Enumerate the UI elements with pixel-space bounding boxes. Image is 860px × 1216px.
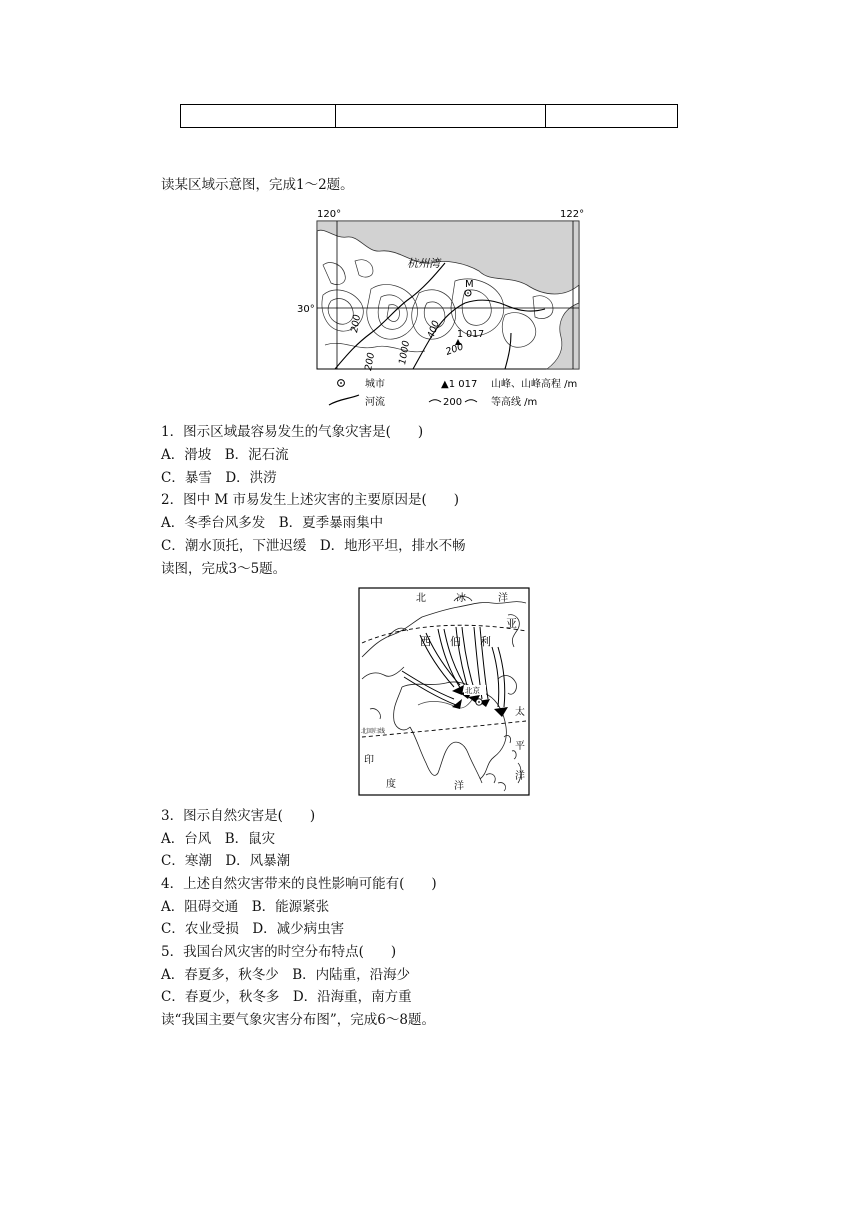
lon-label-left: 120° xyxy=(317,209,342,220)
legend-contour-label: 等高线 /m xyxy=(491,397,538,407)
contour-label-200-low: 200 xyxy=(363,351,378,372)
intro-text-2: 读图，完成3～5题。 xyxy=(161,561,287,577)
lon-label-right: 122° xyxy=(560,209,585,220)
question-5-stem: 5．我国台风灾害的时空分布特点( ) xyxy=(161,944,397,960)
map-frame xyxy=(359,588,529,795)
legend-contour-value: 200 xyxy=(443,397,463,407)
question-3-options-cd: C．寒潮 D．风暴潮 xyxy=(161,853,291,869)
city-m-dot xyxy=(467,292,469,294)
header-table xyxy=(180,104,678,128)
ocean-label-yang-indian: 洋 xyxy=(454,781,464,792)
cold-wave-map xyxy=(358,587,530,797)
region-label-bo: 伯 xyxy=(450,635,461,648)
question-1-options-ab: A．滑坡 B．泥石流 xyxy=(161,447,289,463)
bay-label: 杭州湾 xyxy=(407,257,440,270)
intro-text-1: 读某区域示意图，完成1～2题。 xyxy=(161,177,354,193)
table-cell xyxy=(546,105,678,128)
tropic-label: 北回归线 xyxy=(361,728,386,735)
question-4-options-ab: A．阻碍交通 B．能源紧张 xyxy=(161,899,330,915)
ocean-label-yin: 印 xyxy=(364,755,374,766)
contour-label-1000: 1000 xyxy=(397,339,413,366)
contour-label-400: 400 xyxy=(425,319,443,341)
question-4-stem: 4．上述自然灾害带来的良性影响可能有( ) xyxy=(161,876,437,892)
question-1-options-cd: C．暴雪 D．洪涝 xyxy=(161,470,277,486)
question-3-options-ab: A．台风 B．鼠灾 xyxy=(161,831,276,847)
legend-contour-icon-right xyxy=(465,400,477,402)
contour-label-200-left: 200 xyxy=(349,313,364,334)
ocean-label-ping: 平 xyxy=(515,741,525,752)
peak-label: 1 017 xyxy=(457,329,485,340)
table-cell xyxy=(336,105,546,128)
hangzhou-bay-map xyxy=(295,205,595,407)
beijing-label: 北京 xyxy=(465,686,480,695)
ocean-label-du: 度 xyxy=(386,779,396,790)
region-label-ya: 亚 xyxy=(506,617,517,630)
legend-river-icon xyxy=(329,395,359,405)
legend-peak-label: 山峰、山峰高程 /m xyxy=(491,379,578,390)
legend-river-label: 河流 xyxy=(365,397,385,407)
question-5-options-cd: C．春夏少，秋冬多 D．沿海重，南方重 xyxy=(161,989,412,1005)
question-2-options-cd: C．潮水顶托，下泄迟缓 D．地形平坦，排水不畅 xyxy=(161,538,466,554)
question-1-stem: 1．图示区域最容易发生的气象灾害是( ) xyxy=(161,424,424,440)
table-cell xyxy=(181,105,336,128)
region-label-xi: 西 xyxy=(420,635,431,648)
question-2-stem: 2．图中 M 市易发生上述灾害的主要原因是( ) xyxy=(161,492,460,508)
legend-city-label: 城市 xyxy=(365,379,385,390)
ocean-label-bing: 冰 xyxy=(456,593,466,604)
question-2-options-ab: A．冬季台风多发 B．夏季暴雨集中 xyxy=(161,515,384,531)
lat-label: 30° xyxy=(297,304,315,315)
ocean-label-yang-pacific: 洋 xyxy=(515,771,525,782)
ocean-label-tai: 太 xyxy=(515,707,525,718)
ocean-label-yang: 洋 xyxy=(498,593,508,604)
intro-text-3: 读“我国主要气象灾害分布图”，完成6～8题。 xyxy=(161,1012,435,1028)
legend-peak-value: ▲1 017 xyxy=(441,379,478,390)
contour-label-200-mid: 200 xyxy=(444,341,466,358)
legend-contour-icon-left xyxy=(429,400,441,402)
question-5-options-ab: A．春夏多，秋冬少 B．内陆重，沿海少 xyxy=(161,967,411,983)
question-3-stem: 3．图示自然灾害是( ) xyxy=(161,808,316,824)
region-label-li: 利 xyxy=(480,635,491,648)
ocean-label-bei: 北 xyxy=(416,593,426,604)
question-4-options-cd: C．农业受损 D．减少病虫害 xyxy=(161,921,345,937)
city-m-label: M xyxy=(465,279,474,290)
